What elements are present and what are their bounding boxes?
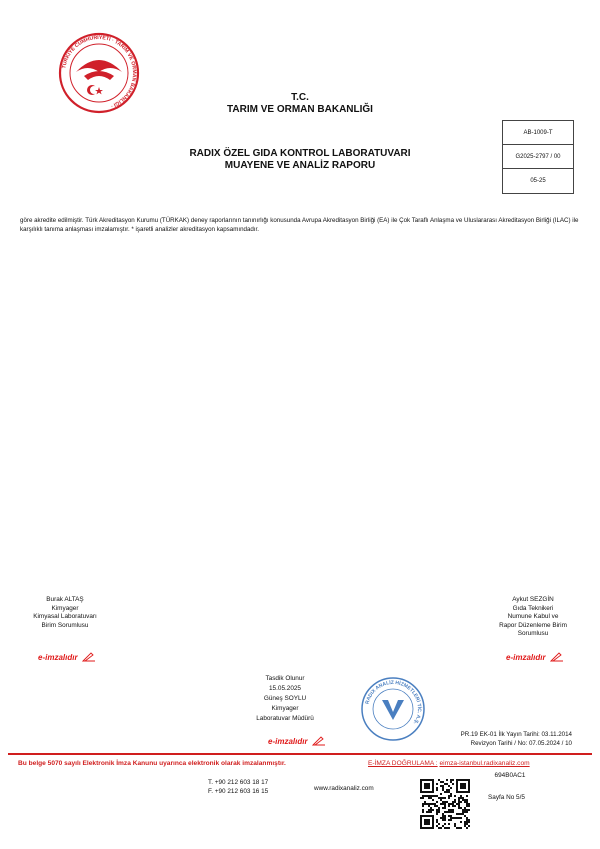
approval-label: Tasdik Olunur [265,675,305,682]
pen-icon [312,736,326,746]
signature-block-left [10,596,120,630]
signature-block-right [478,596,588,639]
report-title: MUAYENE VE ANALİZ RAPORU [224,160,376,171]
signer-role: Numune Kabul ve [507,613,559,621]
revision-date: Revizyon Tarihi / No: 07.05.2024 / 10 [470,740,572,747]
fax-number: F. +90 212 603 16 15 [208,788,269,795]
approval-block [230,674,340,724]
signer-name: Burak ALTAŞ [46,596,84,603]
e-signature-badge [506,652,564,662]
e-signature-label: e-imzalıdır [38,652,78,662]
page-number: Sayfa No 5/5 [488,794,525,801]
signer-title: Kimyager [51,604,79,612]
approver-name: Güneş SOYLU [263,695,307,702]
pen-icon [82,652,96,662]
qr-code-icon [420,779,470,829]
radix-seal [360,676,426,742]
svg-text:RADIX ANALİZ HİZMETLERİ TİC. A: RADIX ANALİZ HİZMETLERİ TİC. A.Ş. [364,679,423,726]
approver-role: Laboratuvar Müdürü [256,715,314,722]
approver-title: Kimyager [271,705,299,712]
signer-title: Gıda Teknikeri [512,604,554,612]
e-signature-label: e-imzalıdır [268,736,308,746]
e-signature-label: e-imzalıdır [506,652,546,662]
e-signature-badge [268,736,326,746]
header-tc: T.C. [291,92,309,103]
e-signature-badge [38,652,96,662]
accreditation-statement: göre akredite edilmiştir. Türk Akreditasyon Kurumu (TÜRKAK) deney raporlarının tanınırlığı konusunda Avrupa Akreditasyon Birliği (EA) ile Çok Taraflı Anlaşma ve Uluslararası Akreditasyon Birliği (ILAC) ile karşılıklı tanıma anlaşması imzalamıştır. * işaretli analizler akreditasyon kapsamındadır. [20,217,579,233]
accreditation-code: AB-1009-T [503,121,573,145]
verification-link[interactable]: eimza-istanbul.radixanaliz.com [439,760,530,767]
report-number: G2025-2797 / 00 [503,145,573,169]
signer-name: Aykut SEZGİN [512,596,554,603]
document-id: 694B0AC1 [494,772,526,779]
revision-first-issue: PR.19 EK-01 İlk Yayın Tarihi: 03.11.2014 [460,731,572,738]
approval-date: 15.05.2025 [269,685,301,692]
contact-info [208,778,268,796]
lab-name: RADIX ÖZEL GIDA KONTROL LABORATUVARI [189,148,411,159]
phone-number: T. +90 212 603 18 17 [208,779,269,786]
report-code-box [502,120,574,194]
e-signature-verification [368,760,530,767]
signer-role: Kimyasal Laboratuvarı [33,613,97,621]
signer-role: Rapor Düzenleme Birim [499,621,567,629]
website-link[interactable]: www.radixanaliz.com [314,785,374,792]
revision-info [430,730,572,748]
ministry-name: TARIM VE ORMAN BAKANLIĞI [227,104,373,115]
signer-role: Birim Sorumlusu [41,621,89,629]
svg-text:TÜRKİYE CUMHURİYETİ · TARIM VE: TÜRKİYE CUMHURİYETİ · TARIM VE ORMAN BAKANLIĞI · [61,34,138,109]
pen-icon [550,652,564,662]
verification-label: E-İMZA DOĞRULAMA : [368,760,438,767]
footer-divider [8,753,592,755]
ministry-logo [58,32,140,114]
e-signature-law-notice: Bu belge 5070 sayılı Elektronik İmza Kanunu uyarınca elektronik olarak imzalanmıştır. [18,760,286,767]
report-date-code: 05-25 [530,178,546,184]
signer-role: Sorumlusu [517,630,549,638]
